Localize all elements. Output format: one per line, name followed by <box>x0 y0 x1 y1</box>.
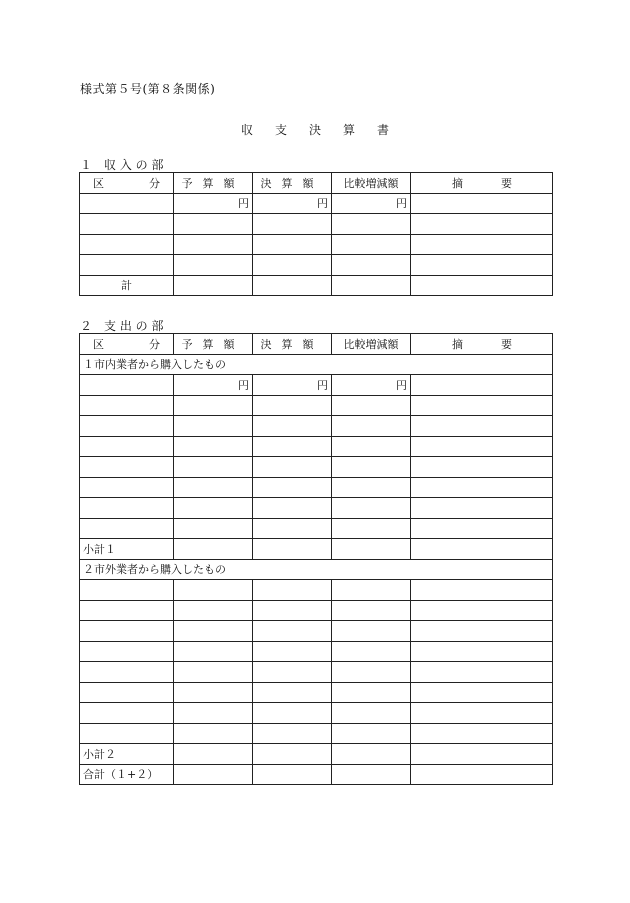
cell-kubun[interactable] <box>80 662 174 683</box>
cell-diff[interactable] <box>332 764 411 785</box>
cell-kubun[interactable] <box>80 457 174 478</box>
cell-kubun[interactable] <box>80 234 174 255</box>
cell-kubun[interactable] <box>80 580 174 601</box>
cell-kubun[interactable] <box>80 477 174 498</box>
header-diff: 比較増減額 <box>332 173 411 194</box>
cell-budget[interactable] <box>174 477 253 498</box>
cell-diff[interactable] <box>332 621 411 642</box>
cell-settlement[interactable] <box>253 764 332 785</box>
cell-remarks[interactable] <box>411 395 553 416</box>
cell-settlement[interactable] <box>253 275 332 296</box>
cell-remarks[interactable] <box>411 539 553 560</box>
cell-settlement[interactable] <box>253 682 332 703</box>
cell-settlement[interactable] <box>253 457 332 478</box>
cell-diff[interactable] <box>332 539 411 560</box>
cell-budget[interactable] <box>174 518 253 539</box>
table-row <box>80 214 553 235</box>
cell-budget[interactable] <box>174 703 253 724</box>
table-row <box>80 193 553 214</box>
cell-diff[interactable] <box>332 744 411 765</box>
cell-diff[interactable] <box>332 255 411 276</box>
cell-settlement[interactable] <box>253 498 332 519</box>
cell-settlement[interactable] <box>253 539 332 560</box>
cell-remarks[interactable] <box>411 436 553 457</box>
group-row <box>80 559 553 580</box>
cell-diff[interactable] <box>332 498 411 519</box>
table-row <box>80 600 553 621</box>
cell-budget[interactable] <box>174 457 253 478</box>
cell-settlement[interactable] <box>253 416 332 437</box>
cell-budget[interactable] <box>174 539 253 560</box>
cell-kubun[interactable] <box>80 416 174 437</box>
cell-settlement[interactable] <box>253 703 332 724</box>
cell-remarks[interactable] <box>411 214 553 235</box>
income-header-row <box>80 173 553 194</box>
table-row <box>80 234 553 255</box>
group2-label: ２市外業者から購入したもの <box>80 559 553 580</box>
cell-kubun[interactable] <box>80 723 174 744</box>
form-number: 様式第５号(第８条関係) <box>80 82 216 96</box>
table-row <box>80 662 553 683</box>
table-row <box>80 641 553 662</box>
cell-remarks[interactable] <box>411 234 553 255</box>
subtotal1-label: 小計１ <box>80 539 174 560</box>
header-kubun-left: 区 <box>93 337 104 351</box>
income-total-row <box>80 275 553 296</box>
cell-diff[interactable] <box>332 436 411 457</box>
table-row <box>80 498 553 519</box>
income-table <box>79 172 553 296</box>
cell-remarks[interactable] <box>411 193 553 214</box>
cell-remarks[interactable] <box>411 621 553 642</box>
header-kubun <box>80 173 174 194</box>
cell-diff[interactable] <box>332 395 411 416</box>
cell-remarks[interactable] <box>411 275 553 296</box>
cell-kubun[interactable] <box>80 214 174 235</box>
cell-budget[interactable] <box>174 234 253 255</box>
cell-budget[interactable] <box>174 416 253 437</box>
cell-remarks[interactable] <box>411 457 553 478</box>
cell-settlement[interactable] <box>253 641 332 662</box>
header-kubun-right: 分 <box>149 176 160 190</box>
cell-budget[interactable] <box>174 214 253 235</box>
cell-settlement[interactable] <box>253 621 332 642</box>
subtotal-row <box>80 539 553 560</box>
cell-kubun[interactable] <box>80 621 174 642</box>
cell-settlement[interactable] <box>253 395 332 416</box>
cell-settlement[interactable] <box>253 723 332 744</box>
cell-kubun[interactable] <box>80 682 174 703</box>
cell-remarks[interactable] <box>411 662 553 683</box>
cell-budget[interactable] <box>174 436 253 457</box>
cell-budget-unit[interactable]: 円 <box>174 193 253 214</box>
cell-settlement[interactable] <box>253 234 332 255</box>
cell-kubun[interactable] <box>80 600 174 621</box>
cell-diff[interactable] <box>332 662 411 683</box>
cell-kubun[interactable] <box>80 193 174 214</box>
cell-diff[interactable] <box>332 580 411 601</box>
table-row <box>80 682 553 703</box>
cell-kubun[interactable] <box>80 395 174 416</box>
cell-diff[interactable] <box>332 641 411 662</box>
cell-budget-unit[interactable]: 円 <box>174 375 253 396</box>
table-row <box>80 436 553 457</box>
expense-section-heading: ２ 支 出 の 部 <box>80 319 164 333</box>
cell-kubun[interactable] <box>80 436 174 457</box>
cell-kubun[interactable] <box>80 498 174 519</box>
header-kubun-left: 区 <box>93 176 104 190</box>
cell-remarks[interactable] <box>411 416 553 437</box>
cell-settlement[interactable] <box>253 744 332 765</box>
cell-kubun[interactable] <box>80 518 174 539</box>
cell-remarks[interactable] <box>411 764 553 785</box>
table-row <box>80 477 553 498</box>
table-row <box>80 518 553 539</box>
cell-remarks[interactable] <box>411 498 553 519</box>
cell-remarks[interactable] <box>411 682 553 703</box>
table-row <box>80 416 553 437</box>
cell-diff[interactable] <box>332 214 411 235</box>
cell-remarks[interactable] <box>411 641 553 662</box>
cell-diff[interactable] <box>332 703 411 724</box>
cell-settlement-unit[interactable]: 円 <box>253 375 332 396</box>
cell-budget[interactable] <box>174 764 253 785</box>
header-remarks: 摘要 <box>411 173 553 194</box>
cell-diff[interactable] <box>332 682 411 703</box>
cell-remarks[interactable] <box>411 255 553 276</box>
cell-settlement[interactable] <box>253 662 332 683</box>
header-budget: 予算額 <box>174 334 253 355</box>
header-diff: 比較増減額 <box>332 334 411 355</box>
cell-diff[interactable] <box>332 457 411 478</box>
cell-diff-unit[interactable]: 円 <box>332 193 411 214</box>
cell-settlement[interactable] <box>253 477 332 498</box>
cell-diff-unit[interactable]: 円 <box>332 375 411 396</box>
cell-remarks[interactable] <box>411 518 553 539</box>
cell-remarks[interactable] <box>411 723 553 744</box>
cell-settlement-unit[interactable]: 円 <box>253 193 332 214</box>
cell-settlement[interactable] <box>253 214 332 235</box>
cell-diff[interactable] <box>332 518 411 539</box>
cell-budget[interactable] <box>174 621 253 642</box>
table-row <box>80 723 553 744</box>
cell-budget[interactable] <box>174 580 253 601</box>
cell-diff[interactable] <box>332 416 411 437</box>
cell-settlement[interactable] <box>253 600 332 621</box>
table-row <box>80 580 553 601</box>
income-total-label: 計 <box>80 275 174 296</box>
header-settlement: 決算額 <box>253 173 332 194</box>
cell-settlement[interactable] <box>253 580 332 601</box>
document-title: 収支決算書 <box>240 123 411 137</box>
cell-remarks[interactable] <box>411 744 553 765</box>
subtotal-row <box>80 744 553 765</box>
cell-kubun[interactable] <box>80 641 174 662</box>
header-budget: 予算額 <box>174 173 253 194</box>
cell-diff[interactable] <box>332 723 411 744</box>
income-section-heading: １ 収 入 の 部 <box>80 158 164 172</box>
table-row <box>80 375 553 396</box>
table-row <box>80 457 553 478</box>
cell-diff[interactable] <box>332 234 411 255</box>
cell-remarks[interactable] <box>411 703 553 724</box>
cell-diff[interactable] <box>332 477 411 498</box>
header-settlement: 決算額 <box>253 334 332 355</box>
cell-kubun[interactable] <box>80 375 174 396</box>
cell-budget[interactable] <box>174 723 253 744</box>
cell-budget[interactable] <box>174 682 253 703</box>
group-row <box>80 354 553 375</box>
cell-settlement[interactable] <box>253 436 332 457</box>
group1-label: １市内業者から購入したもの <box>80 354 553 375</box>
header-remarks: 摘要 <box>411 334 553 355</box>
cell-budget[interactable] <box>174 744 253 765</box>
cell-kubun[interactable] <box>80 703 174 724</box>
table-row <box>80 395 553 416</box>
cell-budget[interactable] <box>174 600 253 621</box>
grand-total-row <box>80 764 553 785</box>
cell-budget[interactable] <box>174 395 253 416</box>
cell-remarks[interactable] <box>411 580 553 601</box>
subtotal2-label: 小計２ <box>80 744 174 765</box>
cell-remarks[interactable] <box>411 477 553 498</box>
header-kubun <box>80 334 174 355</box>
cell-budget[interactable] <box>174 662 253 683</box>
expense-header-row <box>80 334 553 355</box>
cell-remarks[interactable] <box>411 375 553 396</box>
cell-kubun[interactable] <box>80 255 174 276</box>
table-row <box>80 255 553 276</box>
expense-table <box>79 333 553 785</box>
cell-diff[interactable] <box>332 275 411 296</box>
cell-budget[interactable] <box>174 498 253 519</box>
cell-budget[interactable] <box>174 275 253 296</box>
cell-settlement[interactable] <box>253 518 332 539</box>
header-kubun-right: 分 <box>149 337 160 351</box>
table-row <box>80 703 553 724</box>
cell-remarks[interactable] <box>411 600 553 621</box>
table-row <box>80 621 553 642</box>
cell-budget[interactable] <box>174 641 253 662</box>
grand-total-label: 合計（１+２） <box>80 764 174 785</box>
cell-settlement[interactable] <box>253 255 332 276</box>
cell-diff[interactable] <box>332 600 411 621</box>
cell-budget[interactable] <box>174 255 253 276</box>
